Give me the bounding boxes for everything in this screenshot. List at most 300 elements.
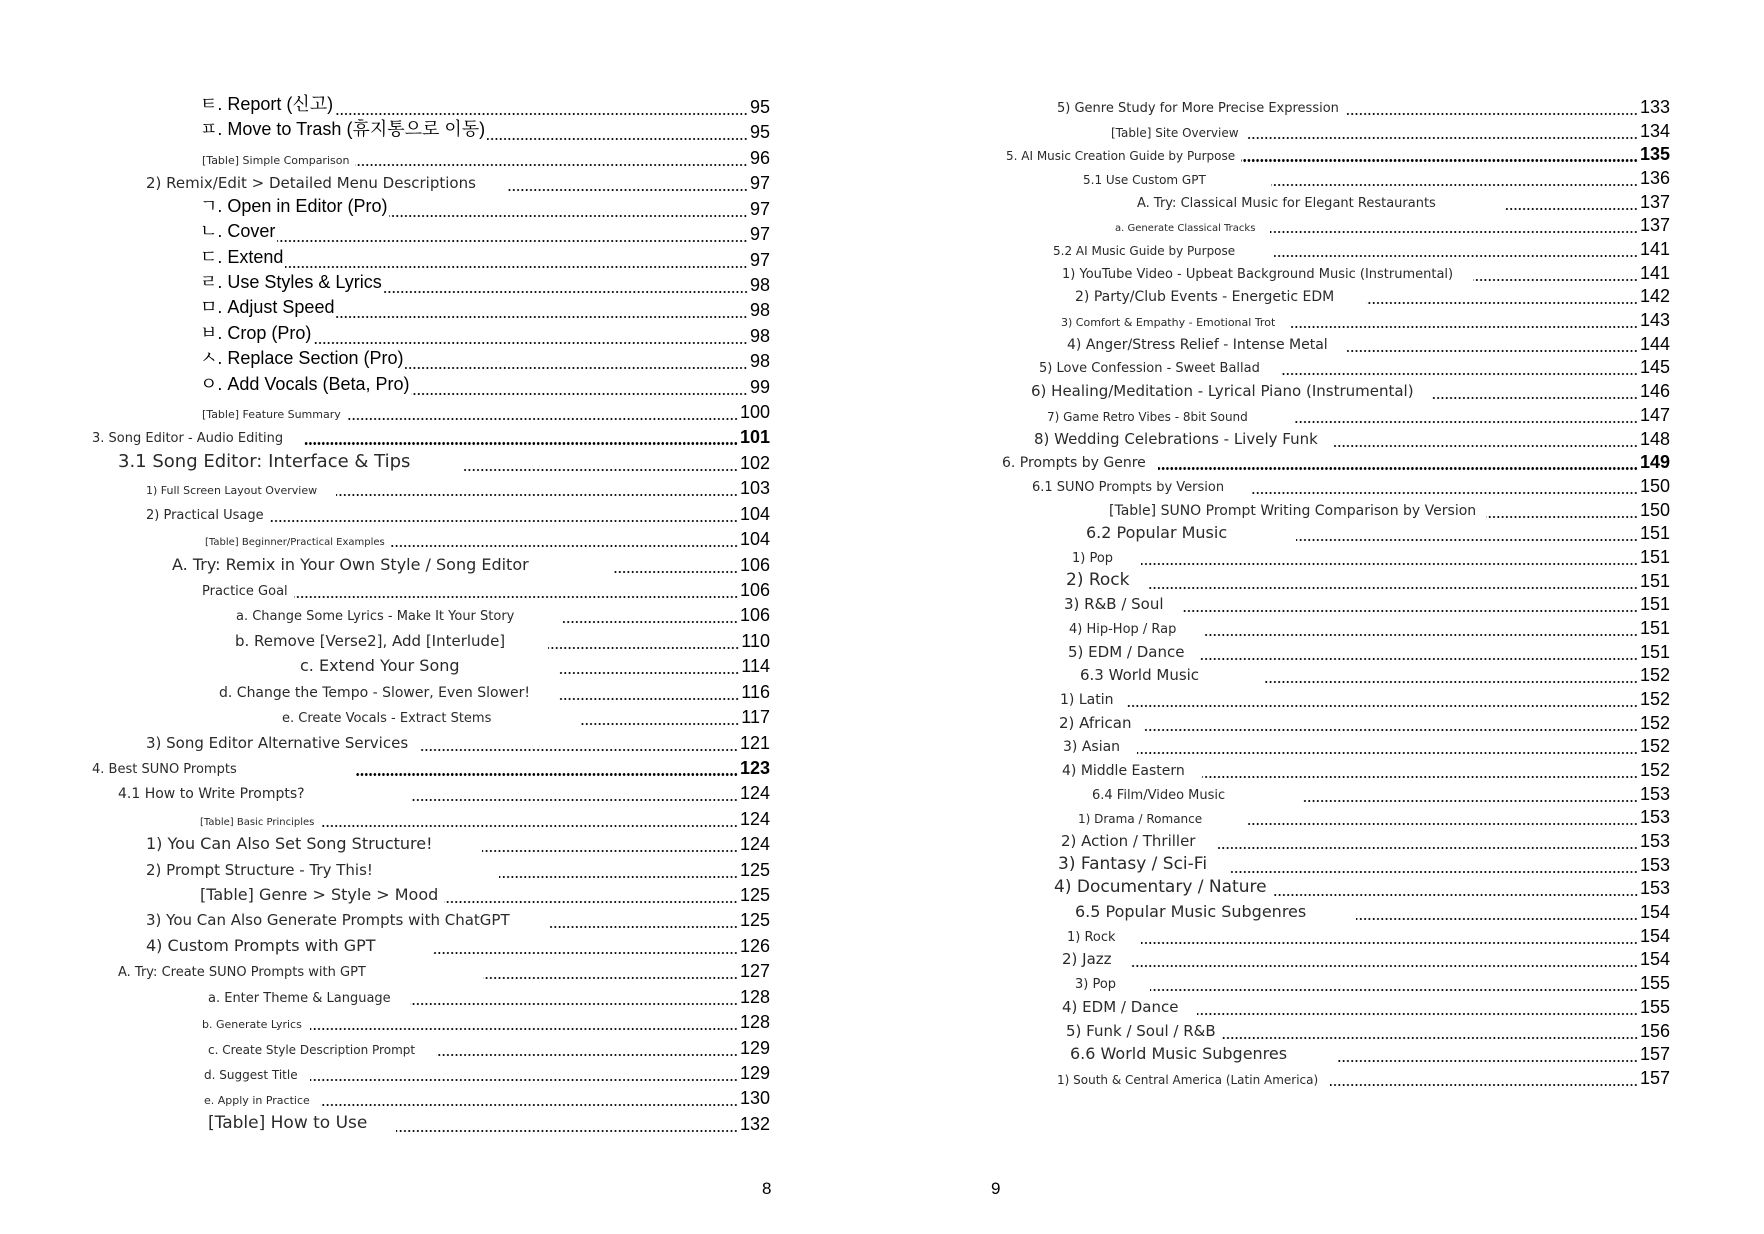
toc-entry-page-number: 98 (749, 300, 770, 321)
toc-entry-page-number: 99 (749, 376, 770, 397)
toc-entry-page-number: 97 (749, 173, 770, 194)
toc-entry[interactable] (0, 145, 882, 169)
toc-entry[interactable] (0, 602, 882, 626)
page-number-right: 9 (991, 1179, 1001, 1198)
toc-entry-page-number: 117 (741, 707, 770, 728)
toc-entry-title: 2) African (1059, 713, 1132, 732)
toc-entry-title: 1) You Can Also Set Song Structure! (146, 834, 433, 854)
toc-leader-dots (1274, 255, 1638, 257)
toc-entry-title: 1) Pop (1072, 550, 1114, 566)
toc-entry-page-number: 106 (739, 579, 770, 600)
toc-entry[interactable] (0, 1085, 882, 1109)
toc-entry-title: 1) Rock (1067, 929, 1116, 945)
toc-entry-title: 2) Rock (1066, 569, 1130, 590)
toc-entry[interactable] (882, 497, 1764, 521)
toc-entry[interactable] (882, 118, 1764, 142)
toc-entry-page-number: 143 (1639, 310, 1670, 331)
toc-leader-dots (1432, 397, 1638, 399)
toc-leader-dots (1126, 705, 1638, 707)
toc-entry-page-number: 124 (739, 783, 770, 804)
toc-entry[interactable] (882, 686, 1764, 710)
toc-leader-dots (1144, 729, 1638, 731)
toc-entry[interactable] (0, 475, 882, 499)
toc-entry[interactable] (882, 662, 1764, 686)
toc-entry[interactable] (0, 1035, 882, 1059)
toc-entry-page-number: 129 (739, 1037, 770, 1058)
toc-leader-dots (1330, 1084, 1638, 1086)
toc-entry-page-number: 148 (1639, 428, 1670, 449)
toc-entry[interactable] (0, 272, 882, 296)
toc-entry[interactable] (882, 260, 1764, 284)
toc-leader-dots (1158, 467, 1638, 470)
toc-leader-dots (508, 189, 748, 191)
toc-entry-title: 6.1 SUNO Prompts by Version (1032, 479, 1225, 495)
toc-leader-dots (1202, 776, 1638, 778)
toc-entry-page-number: 154 (1639, 949, 1670, 970)
toc-leader-dots (396, 1130, 738, 1132)
toc-entry-page-number: 133 (1639, 97, 1670, 117)
toc-leader-dots (355, 164, 748, 166)
toc-entry[interactable] (0, 1111, 882, 1135)
toc-entry-page-number: 146 (1639, 381, 1670, 402)
toc-entry-title: 4) Anger/Stress Relief - Intense Metal (1067, 336, 1328, 353)
toc-entry-page-number: 124 (739, 808, 770, 829)
toc-entry[interactable] (882, 94, 1764, 118)
toc-entry-title: d. Suggest Title (204, 1067, 298, 1082)
toc-entry-page-number: 130 (739, 1088, 770, 1109)
toc-leader-dots (270, 520, 738, 522)
toc-entry-page-number: 102 (739, 452, 770, 473)
toc-entry[interactable] (0, 882, 882, 906)
toc-leader-dots (1241, 159, 1638, 162)
toc-entry-page-number: 137 (1639, 215, 1670, 236)
toc-entry-page-number: 97 (749, 224, 770, 245)
toc-leader-dots (1246, 137, 1638, 139)
toc-entry-title: a. Enter Theme & Language (208, 990, 391, 1006)
toc-entry-title: 1) Drama / Romance (1078, 812, 1203, 827)
toc-entry-page-number: 152 (1639, 689, 1670, 709)
toc-entry-title: 6.6 World Music Subgenres (1070, 1044, 1288, 1064)
toc-entry[interactable] (0, 323, 882, 347)
toc-entry-page-number: 110 (741, 630, 770, 651)
toc-entry[interactable] (0, 119, 882, 143)
toc-entry-page-number: 150 (1639, 499, 1670, 520)
toc-entry[interactable] (882, 449, 1764, 473)
toc-entry-title: 5) Funk / Soul / R&B (1066, 1021, 1216, 1040)
toc-entry-page-number: 95 (749, 122, 770, 143)
toc-entry-page-number: 150 (1639, 475, 1670, 496)
toc-entry-title: ㄱ. Open in Editor (Pro) (200, 195, 388, 216)
toc-entry-page-number: 151 (1639, 617, 1670, 638)
toc-leader-dots (336, 494, 738, 496)
toc-entry[interactable] (882, 615, 1764, 639)
toc-entry-title: 1) YouTube Video - Upbeat Background Music (Instrumental) (1062, 266, 1454, 282)
toc-entry[interactable] (0, 399, 882, 423)
toc-entry-page-number: 114 (741, 656, 770, 677)
toc-leader-dots (405, 367, 747, 369)
toc-leader-dots (561, 621, 738, 623)
toc-entry[interactable] (882, 804, 1764, 828)
toc-entry[interactable] (0, 552, 882, 576)
toc-entry[interactable] (0, 424, 882, 448)
toc-entry-page-number: 95 (749, 97, 770, 117)
toc-entry[interactable] (0, 196, 882, 220)
toc-entry-title: [Table] SUNO Prompt Writing Comparison by Version (1109, 502, 1477, 519)
toc-entry-page-number: 153 (1639, 831, 1670, 852)
toc-entry-title: 2) Practical Usage (146, 507, 264, 523)
toc-entry-title: 2) Party/Club Events - Energetic EDM (1075, 289, 1335, 306)
toc-entry-page-number: 153 (1639, 854, 1670, 875)
toc-leader-dots (462, 469, 738, 471)
toc-entry-title: ㅂ. Crop (Pro) (200, 322, 312, 343)
toc-entry-title: 2) Prompt Structure - Try This! (146, 860, 373, 879)
toc-leader-dots (320, 1104, 738, 1106)
toc-entry-title: 8) Wedding Celebrations - Lively Funk (1034, 429, 1318, 448)
toc-entry-title: [Table] Genre > Style > Mood (200, 885, 439, 905)
toc-entry[interactable] (882, 781, 1764, 805)
toc-entry-title: d. Change the Tempo - Slower, Even Slower! (219, 684, 530, 701)
toc-entry-page-number: 157 (1639, 1067, 1670, 1088)
toc-leader-dots (1338, 1060, 1638, 1062)
toc-leader-dots (304, 442, 738, 445)
toc-entry-title: e. Apply in Practice (204, 1094, 310, 1108)
toc-entry[interactable] (0, 94, 882, 118)
toc-entry[interactable] (882, 852, 1764, 876)
toc-entry[interactable] (882, 899, 1764, 923)
toc-entry-page-number: 98 (749, 351, 770, 372)
toc-entry-page-number: 126 (739, 935, 770, 956)
toc-entry[interactable] (882, 354, 1764, 378)
toc-leader-dots (1271, 184, 1638, 186)
toc-leader-dots (1197, 1013, 1638, 1015)
toc-entry-page-number: 154 (1639, 925, 1670, 946)
toc-entry[interactable] (0, 348, 882, 372)
toc-leader-dots (1231, 871, 1638, 873)
toc-entry[interactable] (882, 591, 1764, 615)
toc-entry[interactable] (0, 170, 882, 194)
toc-entry-title: 3) You Can Also Generate Prompts with ChatGPT (146, 911, 510, 930)
toc-leader-dots (482, 850, 738, 852)
toc-leader-dots (436, 1054, 738, 1056)
toc-entry-title: ㅁ. Adjust Speed (200, 297, 335, 318)
toc-entry-page-number: 98 (749, 325, 770, 346)
toc-leader-dots (1217, 847, 1638, 849)
toc-leader-dots (1200, 658, 1638, 660)
toc-entry[interactable] (0, 984, 882, 1008)
toc-entry[interactable] (0, 297, 882, 321)
toc-entry-title: 5.2 AI Music Guide by Purpose (1053, 244, 1236, 259)
toc-entry[interactable] (882, 402, 1764, 426)
toc-entry-title: [Table] Beginner/Practical Examples (205, 537, 385, 549)
toc-entry-page-number: 135 (1639, 144, 1670, 165)
toc-leader-dots (1147, 587, 1638, 589)
toc-entry-title: ㄹ. Use Styles & Lyrics (200, 271, 382, 292)
toc-entry[interactable] (0, 704, 882, 728)
toc-entry[interactable] (882, 994, 1764, 1018)
toc-leader-dots (391, 545, 738, 547)
toc-leader-dots (336, 316, 748, 318)
toc-entry[interactable] (882, 828, 1764, 852)
toc-leader-dots (1270, 231, 1638, 233)
toc-leader-dots (1281, 373, 1638, 375)
toc-entry-title: 5) Love Confession - Sweet Ballad (1039, 361, 1260, 377)
toc-entry-page-number: 98 (749, 274, 770, 295)
toc-entry[interactable] (882, 1018, 1764, 1042)
toc-leader-dots (1264, 681, 1638, 683)
toc-entry-title: 4) Custom Prompts with GPT (146, 935, 376, 955)
toc-entry-page-number: 151 (1639, 546, 1670, 567)
toc-entry[interactable] (882, 426, 1764, 450)
toc-entry[interactable] (882, 189, 1764, 213)
toc-entry[interactable] (882, 141, 1764, 165)
toc-entry-page-number: 125 (739, 910, 770, 931)
toc-entry[interactable] (882, 875, 1764, 899)
toc-leader-dots (558, 698, 739, 700)
toc-entry-page-number: 124 (739, 834, 770, 855)
toc-leader-dots (277, 240, 748, 242)
toc-entry-page-number: 136 (1639, 168, 1670, 189)
toc-leader-dots (1486, 516, 1638, 518)
toc-entry[interactable] (882, 1041, 1764, 1065)
toc-entry-page-number: 153 (1639, 878, 1670, 899)
toc-entry[interactable] (0, 806, 882, 830)
toc-entry-title: ㄷ. Extend (200, 246, 284, 267)
toc-leader-dots (1141, 563, 1638, 565)
toc-leader-dots (1182, 610, 1638, 612)
toc-entry-page-number: 104 (739, 503, 770, 524)
toc-entry-title: [Table] Basic Principles (200, 816, 315, 828)
toc-entry-page-number: 97 (749, 198, 770, 219)
toc-entry-title: 3) R&B / Soul (1064, 595, 1164, 614)
toc-entry-page-number: 125 (739, 859, 770, 880)
toc-leader-dots (310, 1028, 738, 1030)
toc-entry-page-number: 141 (1639, 239, 1670, 260)
toc-entry[interactable] (0, 780, 882, 804)
toc-entry-title: 4) Documentary / Nature (1054, 877, 1267, 898)
toc-entry-title: 6) Healing/Meditation - Lyrical Piano (Instrumental) (1031, 382, 1414, 401)
toc-entry-title: 7) Game Retro Vibes - 8bit Sound (1047, 409, 1248, 424)
toc-entry[interactable] (0, 450, 882, 474)
toc-entry-title: 3) Fantasy / Sci-Fi (1058, 853, 1208, 874)
toc-entry-page-number: 129 (739, 1062, 770, 1083)
toc-entry-title: b. Remove [Verse2], Add [Interlude] (235, 631, 506, 650)
toc-entry-page-number: 128 (739, 1012, 770, 1033)
toc-leader-dots (1137, 752, 1638, 754)
toc-entry-title: 3) Asian (1063, 739, 1121, 756)
toc-leader-dots (1251, 492, 1638, 494)
toc-entry-title: e. Create Vocals - Extract Stems (282, 711, 492, 727)
toc-leader-dots (1294, 421, 1638, 423)
toc-entry[interactable] (0, 247, 882, 271)
toc-entry[interactable] (0, 755, 882, 779)
toc-entry[interactable] (882, 946, 1764, 970)
toc-entry-title: ㅌ. Report (신고) (200, 94, 334, 114)
toc-entry-title: 2) Action / Thriller (1061, 832, 1196, 851)
toc-entry-page-number: 145 (1639, 357, 1670, 378)
toc-leader-dots (1347, 350, 1638, 352)
toc-entry-title: [Table] Simple Comparison (202, 153, 350, 167)
toc-leader-dots (1303, 800, 1638, 802)
toc-entry-title: [Table] Site Overview (1111, 125, 1239, 140)
toc-page-right (882, 0, 1764, 1234)
toc-entry-title: 3.1 Song Editor: Interface & Tips (118, 450, 411, 472)
toc-entry[interactable] (0, 857, 882, 881)
toc-leader-dots (499, 876, 738, 878)
toc-entry[interactable] (0, 628, 882, 652)
toc-entry[interactable] (882, 544, 1764, 568)
toc-entry[interactable] (882, 236, 1764, 260)
toc-entry[interactable] (882, 165, 1764, 189)
toc-leader-dots (410, 1003, 738, 1005)
toc-entry-page-number: 134 (1639, 120, 1670, 141)
toc-leader-dots (356, 773, 738, 776)
toc-entry[interactable] (882, 733, 1764, 757)
toc-entry-title: 6.4 Film/Video Music (1092, 787, 1226, 803)
toc-entry-title: c. Extend Your Song (300, 656, 460, 676)
toc-entry[interactable] (882, 1065, 1764, 1089)
toc-entry[interactable] (882, 520, 1764, 544)
toc-entry-title: ㅇ. Add Vocals (Beta, Pro) (200, 373, 410, 394)
toc-leader-dots (613, 571, 738, 573)
toc-entry-title: A. Try: Classical Music for Elegant Restaurants (1137, 195, 1436, 211)
toc-entry[interactable] (882, 710, 1764, 734)
toc-entry[interactable] (0, 501, 882, 525)
toc-leader-dots (487, 138, 748, 140)
toc-entry-title: 1) South & Central America (Latin America) (1057, 1072, 1319, 1087)
toc-entry[interactable] (0, 526, 882, 550)
toc-entry[interactable] (882, 378, 1764, 402)
toc-entry-page-number: 151 (1639, 570, 1670, 591)
toc-entry-page-number: 151 (1639, 594, 1670, 615)
toc-leader-dots (322, 825, 738, 827)
toc-entry-title: 5. AI Music Creation Guide by Purpose (1006, 149, 1236, 164)
toc-entry-title: b. Generate Lyrics (202, 1018, 302, 1032)
toc-entry-title: 3. Song Editor - Audio Editing (92, 431, 284, 447)
toc-entry[interactable] (882, 283, 1764, 307)
toc-entry-page-number: 116 (741, 681, 770, 702)
toc-entry-page-number: 152 (1639, 665, 1670, 686)
toc-leader-dots (1141, 942, 1638, 944)
toc-entry-title: 4.1 How to Write Prompts? (118, 786, 305, 803)
toc-leader-dots (411, 799, 738, 801)
toc-entry[interactable] (0, 653, 882, 677)
toc-entry-page-number: 125 (739, 885, 770, 906)
toc-entry-page-number: 141 (1639, 262, 1670, 283)
toc-entry[interactable] (0, 577, 882, 601)
toc-entry-title: 3) Song Editor Alternative Services (146, 733, 409, 752)
toc-entry-page-number: 100 (739, 402, 770, 423)
toc-entry-page-number: 106 (739, 605, 770, 626)
toc-entry[interactable] (0, 221, 882, 245)
toc-entry-page-number: 152 (1639, 736, 1670, 757)
toc-entry-title: 1) Latin (1060, 692, 1114, 708)
toc-entry-page-number: 97 (749, 249, 770, 270)
toc-entry[interactable] (882, 307, 1764, 331)
toc-entry[interactable] (0, 1060, 882, 1084)
toc-entry-title: 5) EDM / Dance (1068, 642, 1185, 661)
toc-entry-page-number: 154 (1639, 902, 1670, 923)
toc-entry-page-number: 128 (739, 986, 770, 1007)
toc-entry-title: 1) Full Screen Layout Overview (146, 484, 318, 498)
toc-entry-page-number: 151 (1639, 641, 1670, 662)
toc-entry[interactable] (882, 923, 1764, 947)
toc-entry[interactable] (882, 568, 1764, 592)
toc-entry-page-number: 156 (1639, 1020, 1670, 1041)
toc-leader-dots (1150, 989, 1638, 991)
toc-entry-title: ㄴ. Cover (200, 221, 276, 242)
toc-entry[interactable] (0, 933, 882, 957)
toc-leader-dots (1222, 1037, 1638, 1039)
toc-entry-page-number: 101 (739, 427, 770, 448)
toc-entry[interactable] (0, 679, 882, 703)
toc-entry-page-number: 153 (1639, 807, 1670, 828)
toc-entry[interactable] (882, 212, 1764, 236)
toc-entry[interactable] (882, 757, 1764, 781)
toc-entry[interactable] (0, 1009, 882, 1033)
toc-entry-title: [Table] Feature Summary (202, 408, 341, 422)
toc-entry[interactable] (882, 639, 1764, 663)
toc-entry[interactable] (882, 970, 1764, 994)
toc-entry[interactable] (882, 473, 1764, 497)
toc-entry-page-number: 121 (739, 732, 770, 753)
toc-entry-title: Practice Goal (202, 583, 288, 599)
toc-entry-title: 6. Prompts by Genre (1002, 455, 1146, 472)
toc-leader-dots (432, 952, 738, 954)
toc-leader-dots (1356, 918, 1638, 920)
toc-leader-dots (419, 749, 738, 751)
toc-entry-title: [Table] How to Use (208, 1112, 368, 1133)
toc-leader-dots (1296, 539, 1638, 541)
toc-entry-page-number: 127 (739, 961, 770, 982)
toc-entry-page-number: 157 (1639, 1044, 1670, 1065)
toc-entry-page-number: 103 (739, 478, 770, 499)
toc-entry-title: 4) Middle Eastern (1062, 763, 1185, 780)
toc-entry-title: 2) Jazz (1062, 950, 1112, 969)
toc-leader-dots (1248, 823, 1638, 825)
toc-entry[interactable] (0, 730, 882, 754)
toc-entry-title: 5) Genre Study for More Precise Expression (1057, 101, 1339, 116)
toc-entry-page-number: 132 (739, 1113, 770, 1134)
toc-leader-dots (548, 647, 739, 649)
toc-entry-title: ㅅ. Replace Section (Pro) (200, 348, 404, 369)
toc-entry-page-number: 153 (1639, 783, 1670, 804)
toc-entry-title: 4) Hip-Hop / Rap (1069, 621, 1177, 637)
toc-entry-title: 2) Remix/Edit > Detailed Menu Descriptions (146, 174, 476, 193)
toc-entry-page-number: 152 (1639, 760, 1670, 781)
toc-leader-dots (1273, 894, 1638, 896)
toc-entry-page-number: 142 (1639, 286, 1670, 307)
toc-entry-title: a. Change Some Lyrics - Make It Your Story (236, 609, 515, 625)
toc-entry-page-number: 149 (1639, 452, 1670, 473)
toc-entry[interactable] (0, 831, 882, 855)
toc-entry-title: A. Try: Remix in Your Own Style / Song Editor (172, 554, 529, 574)
toc-leader-dots (1204, 634, 1638, 636)
toc-entry[interactable] (0, 958, 882, 982)
toc-leader-dots (1366, 302, 1638, 304)
toc-entry-title: a. Generate Classical Tracks (1115, 223, 1256, 235)
toc-entry[interactable] (0, 907, 882, 931)
toc-entry-title: 3) Comfort & Empathy - Emotional Trot (1061, 316, 1276, 330)
toc-entry-page-number: 104 (739, 529, 770, 550)
toc-leader-dots (558, 672, 739, 674)
toc-entry-page-number: 147 (1639, 404, 1670, 425)
toc-entry-title: 4) EDM / Dance (1062, 997, 1179, 1016)
page-number-left: 8 (762, 1179, 772, 1198)
toc-entry[interactable] (882, 331, 1764, 355)
toc-entry[interactable] (0, 374, 882, 398)
toc-entry-title: 4. Best SUNO Prompts (92, 761, 237, 777)
toc-leader-dots (444, 901, 738, 903)
